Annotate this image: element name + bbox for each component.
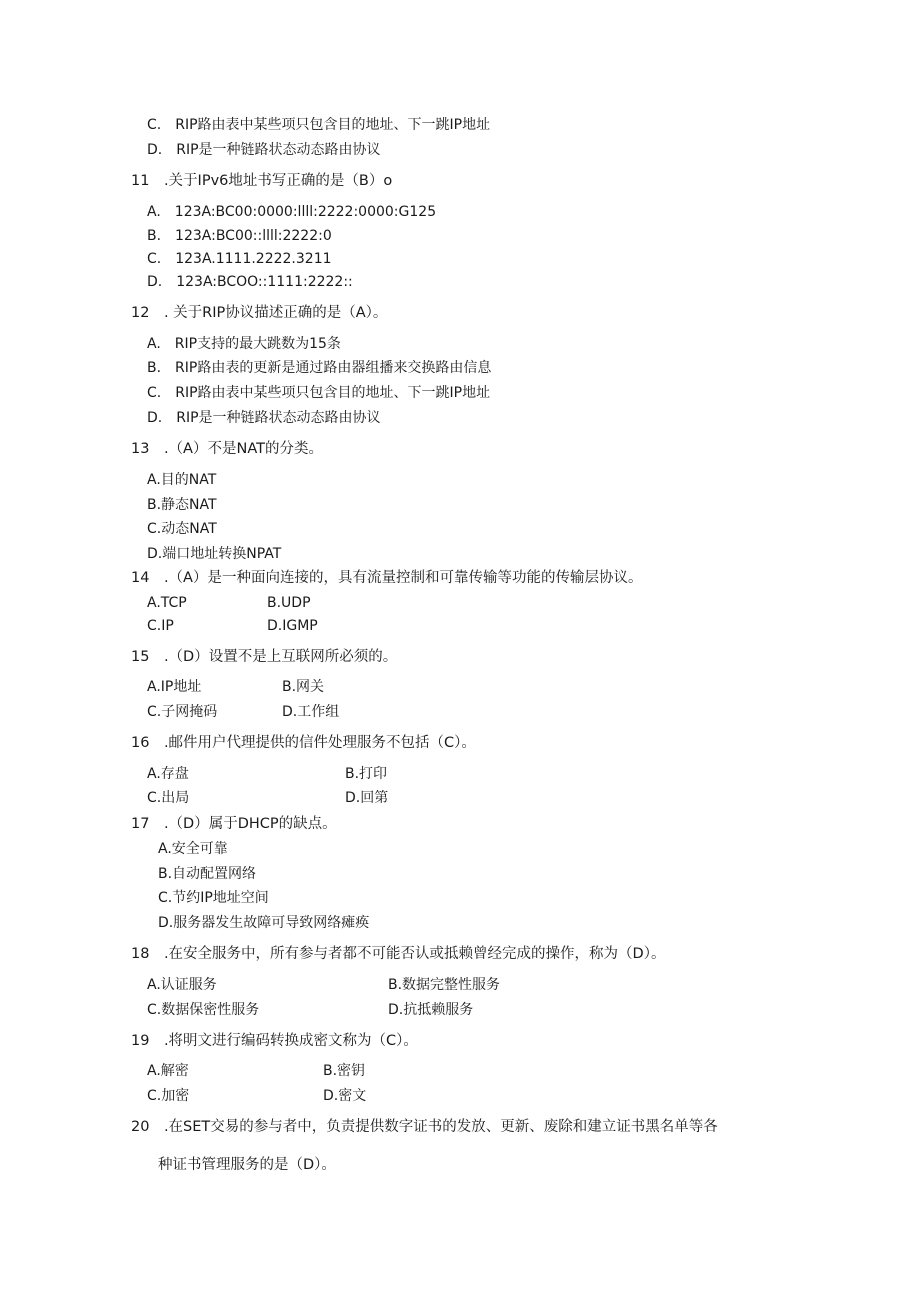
- q17-option-b: B.自动配置网络: [158, 866, 257, 882]
- q17-option-d: D.服务器发生故障可导致网络瘫痪: [158, 915, 370, 931]
- q11-option-a: A. 123A:BC00:0000:llll:2222:0000:G125: [147, 204, 437, 220]
- q19-option-a: A.解密: [147, 1063, 189, 1079]
- question-14: 14 .（A）是一种面向连接的，具有流量控制和可靠传输等功能的传输层协议。: [131, 570, 643, 586]
- q14-option-c: C.IP: [147, 618, 174, 634]
- q15-option-d: D.工作组: [282, 704, 340, 720]
- q18-option-d: D.抗抵赖服务: [388, 1002, 474, 1018]
- question-11: 11 .关于IPv6地址书写正确的是（B）o: [131, 173, 393, 189]
- q19-option-c: C.加密: [147, 1088, 190, 1104]
- q14-option-d: D.IGMP: [267, 618, 318, 634]
- option-d-prev: D. RIP是一种链路状态动态路由协议: [147, 142, 381, 158]
- question-15: 15 .（D）设置不是上互联网所必须的。: [131, 649, 398, 665]
- q13-option-b: B.静态NAT: [147, 497, 217, 513]
- q16-option-c: C.出局: [147, 790, 190, 806]
- option-c-prev: C. RIP路由表中某些项只包含目的地址、下一跳IP地址: [147, 117, 491, 133]
- q18-option-a: A.认证服务: [147, 977, 217, 993]
- q12-option-d: D. RIP是一种链路状态动态路由协议: [147, 410, 381, 426]
- q18-option-b: B.数据完整性服务: [388, 977, 501, 993]
- question-18: 18 .在安全服务中，所有参与者都不可能否认或抵赖曾经完成的操作，称为（D）。: [131, 946, 666, 962]
- q14-option-b: B.UDP: [267, 595, 311, 611]
- question-16: 16 .邮件用户代理提供的信件处理服务不包括（C）。: [131, 735, 476, 751]
- q17-option-a: A.安全可靠: [158, 841, 228, 857]
- q16-option-d: D.回第: [345, 790, 389, 806]
- q11-option-d: D. 123A:BCOO::1111:2222::: [147, 274, 353, 290]
- q12-option-b: B. RIP路由表的更新是通过路由器组播来交换路由信息: [147, 360, 492, 376]
- q13-option-c: C.动态NAT: [147, 521, 217, 537]
- q15-option-c: C.子网掩码: [147, 704, 218, 720]
- q16-option-b: B.打印: [345, 766, 388, 782]
- question-12: 12 . 关于RIP协议描述正确的是（A）。: [131, 305, 388, 321]
- question-20-line-1: 20 .在SET交易的参与者中，负责提供数字证书的发放、更新、废除和建立证书黑名单等各: [131, 1119, 718, 1135]
- q19-option-b: B.密钥: [323, 1063, 366, 1079]
- q16-option-a: A.存盘: [147, 766, 189, 782]
- q11-option-b: B. 123A:BC00::llll:2222:0: [147, 228, 332, 244]
- q19-option-d: D.密文: [323, 1088, 367, 1104]
- q15-option-a: A.IP地址: [147, 679, 202, 695]
- q12-option-a: A. RIP支持的最大跳数为15条: [147, 336, 341, 352]
- q11-option-c: C. 123A.1111.2222.3211: [147, 251, 332, 267]
- q14-option-a: A.TCP: [147, 595, 187, 611]
- question-19: 19 .将明文进行编码转换成密文称为（C）。: [131, 1033, 418, 1049]
- q17-option-c: C.节约IP地址空间: [158, 890, 269, 906]
- q18-option-c: C.数据保密性服务: [147, 1002, 260, 1018]
- q13-option-d: D.端口地址转换NPAT: [147, 546, 282, 562]
- question-13: 13 .（A）不是NAT的分类。: [131, 441, 323, 457]
- q12-option-c: C. RIP路由表中某些项只包含目的地址、下一跳IP地址: [147, 385, 491, 401]
- question-20-line-2: 种证书管理服务的是（D）。: [158, 1157, 336, 1173]
- q15-option-b: B.网关: [282, 679, 325, 695]
- question-17: 17 .（D）属于DHCP的缺点。: [131, 816, 337, 832]
- q13-option-a: A.目的NAT: [147, 472, 217, 488]
